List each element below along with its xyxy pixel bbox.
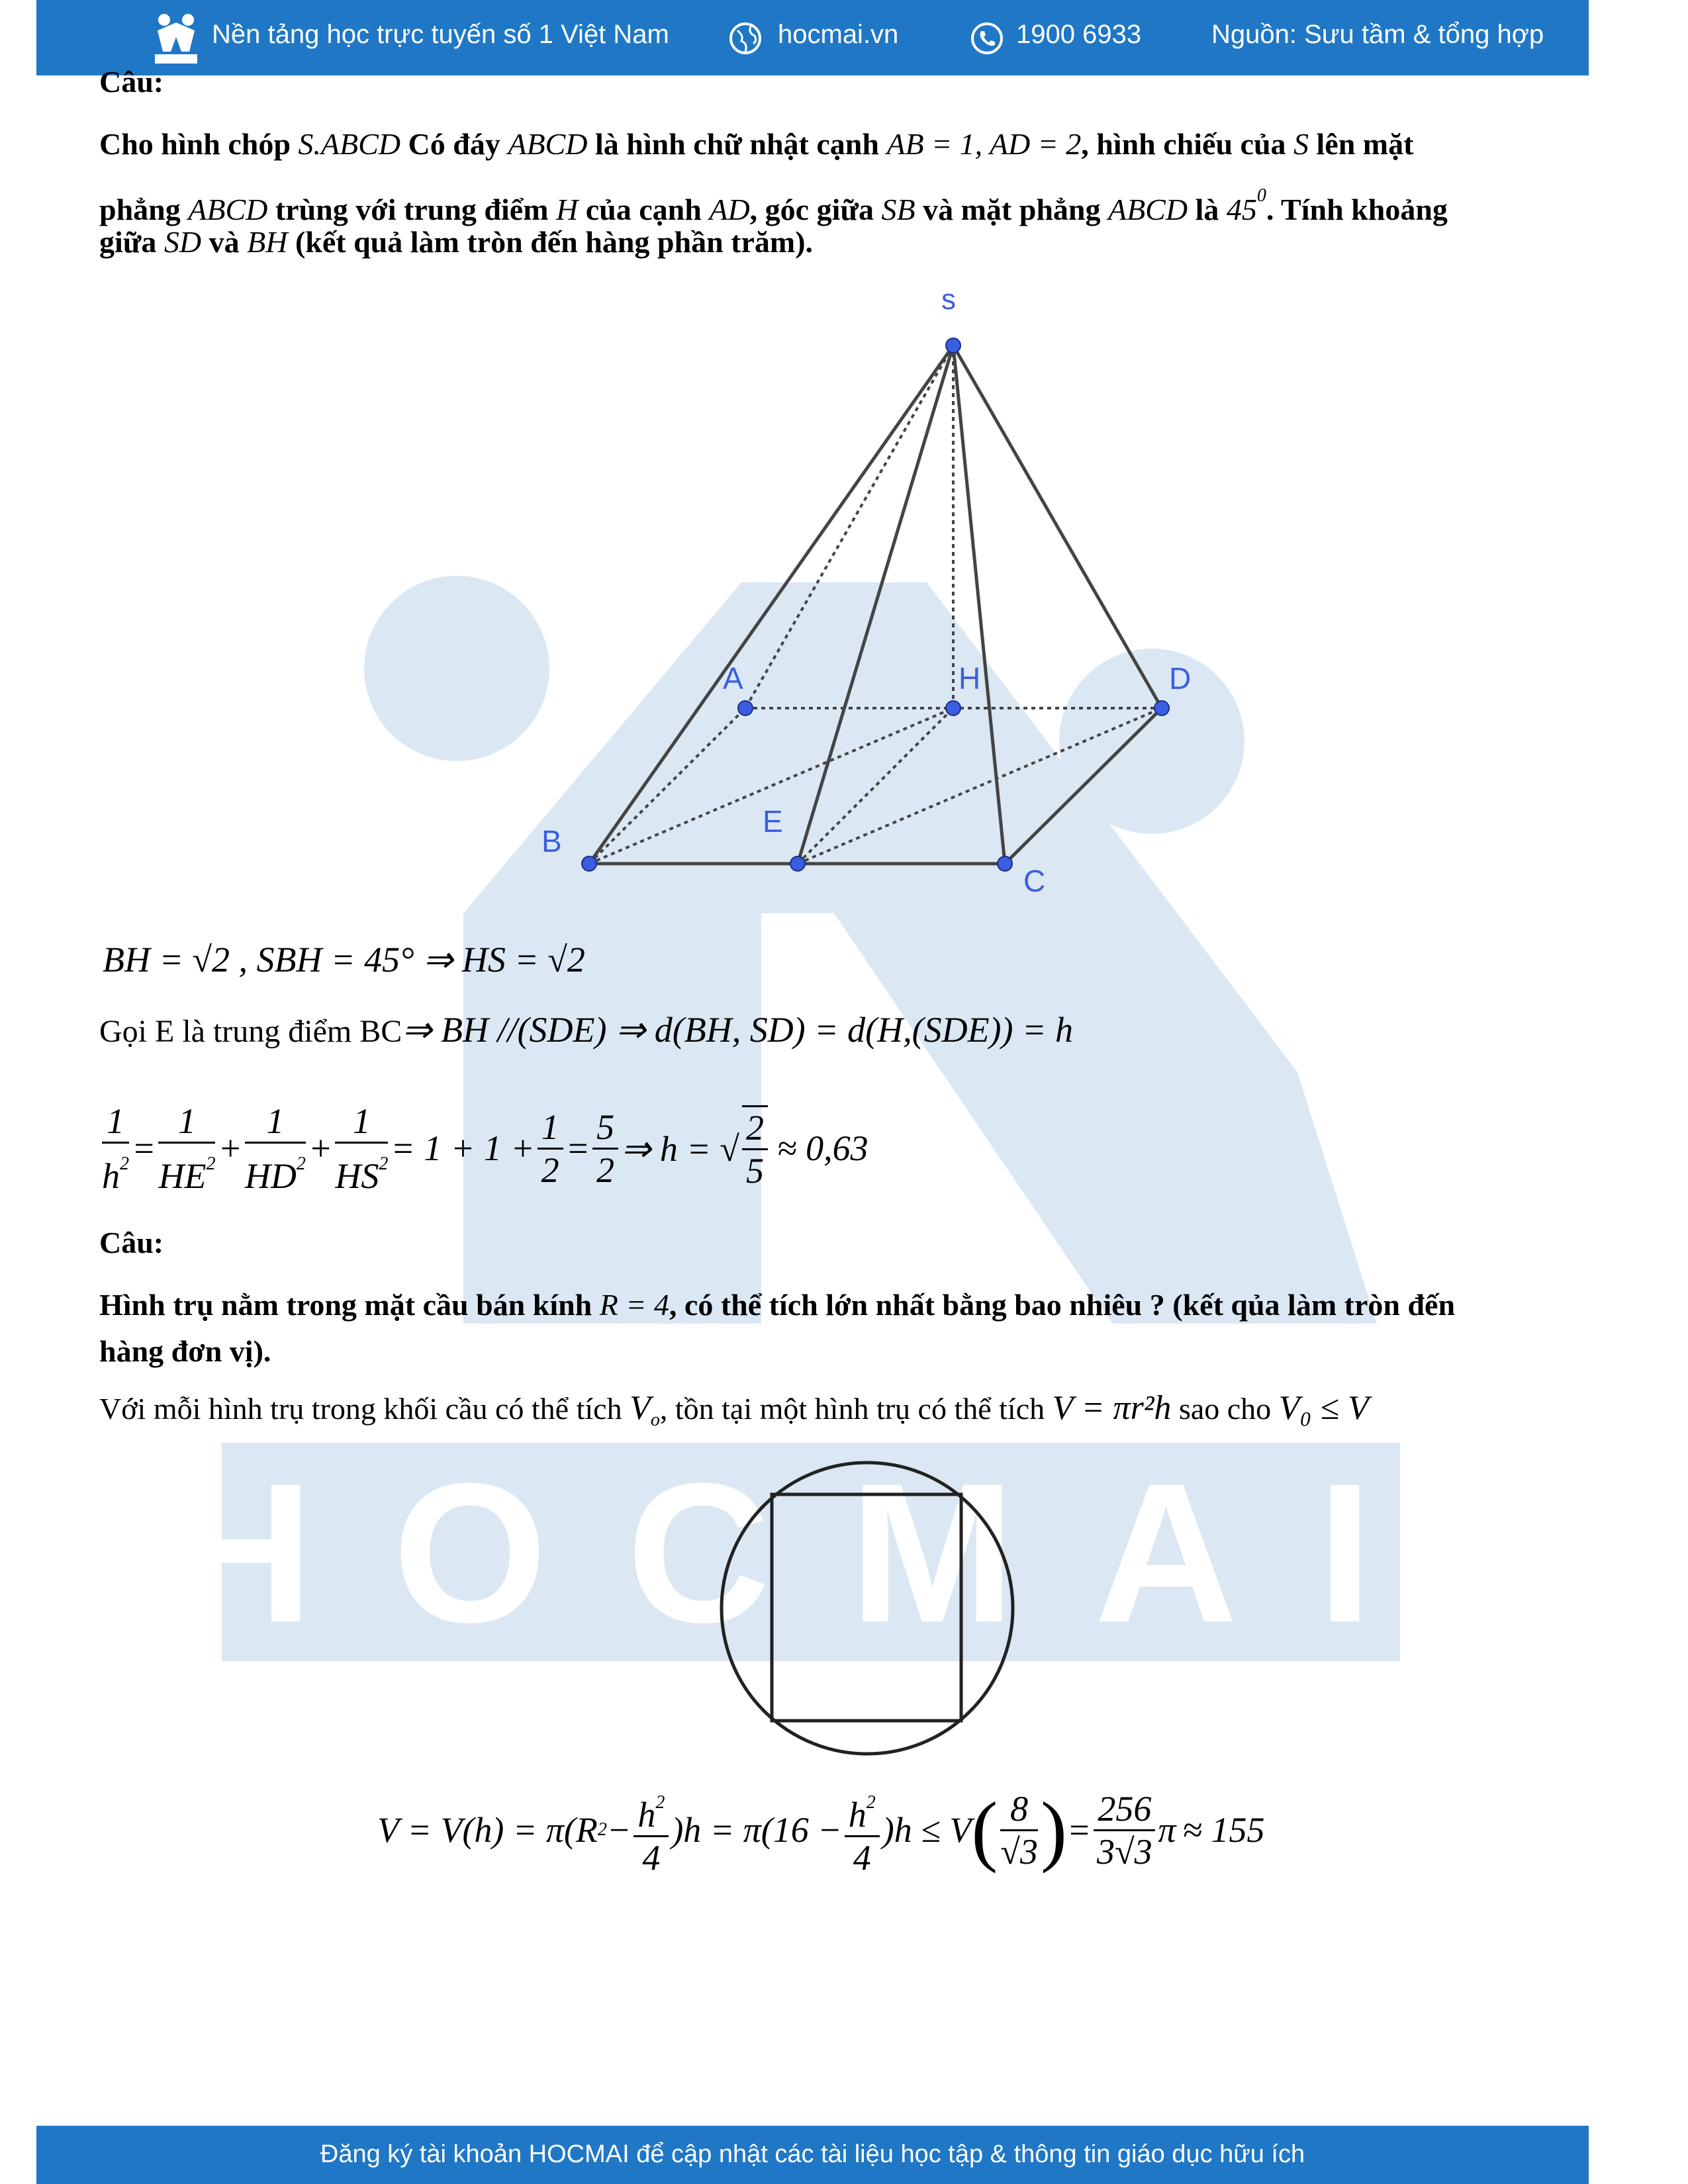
label-s: s bbox=[941, 283, 956, 316]
header-source: Nguồn: Sưu tầm & tổng hợp bbox=[1211, 20, 1544, 49]
point-b bbox=[582, 856, 596, 871]
header-tagline: Nền tảng học trực tuyến số 1 Việt Nam bbox=[212, 20, 669, 49]
pyramid-figure bbox=[516, 278, 1205, 907]
label-b: B bbox=[541, 824, 562, 858]
point-d bbox=[1154, 701, 1169, 715]
footer-text[interactable]: Đăng ký tài khoản HOCMAI để cập nhật các tài liệu học tập & thông tin giáo dục hữu ích bbox=[320, 2140, 1305, 2168]
point-c bbox=[998, 856, 1012, 871]
point-s bbox=[946, 338, 961, 353]
solution2-line1: Với mỗi hình trụ trong khối cầu có thể tích $V_o$, tồn tại một hình trụ có thể tích V = πr²h sao cho V₀ ≤ V bbox=[99, 1389, 1369, 1430]
label-c: C bbox=[1023, 864, 1046, 898]
cylinder-in-sphere-figure bbox=[715, 1456, 1019, 1760]
point-e bbox=[790, 856, 805, 871]
sphere-circle bbox=[722, 1463, 1013, 1754]
label-h: H bbox=[959, 661, 981, 696]
question2-line2: hàng đơn vị). bbox=[99, 1334, 271, 1368]
header-phone[interactable]: 1900 6933 bbox=[1016, 20, 1142, 49]
footer-bar bbox=[36, 2126, 1589, 2184]
hocmai-logo-icon bbox=[152, 11, 200, 66]
label-d: D bbox=[1169, 661, 1192, 696]
label-a: A bbox=[723, 661, 743, 696]
header-bar bbox=[36, 0, 1589, 75]
question2-label: Câu: bbox=[99, 1226, 164, 1259]
question2-line1: Hình trụ nằm trong mặt cầu bán kính R = 4, có thể tích lớn nhất bằng bao nhiêu ? (kết qủa làm tròn đến bbox=[99, 1288, 1456, 1322]
point-h bbox=[946, 701, 961, 715]
cylinder-rect bbox=[772, 1494, 961, 1721]
solution2-final-equation: V = V(h) = π(R 2 − $\frac{h^2}{4}$ )h = π(16 − $\frac{h^2}{4}$ )h ≤ V ( $\frac{8}{√3}$ ) = $\frac{256}{3√3}$ π ≈ 155 bbox=[377, 1780, 1265, 1880]
question1-line1: Cho hình chóp S.ABCD Có đáy ABCD là hình chữ nhật cạnh AB = 1, AD = 2, hình chiếu của S lên mặt bbox=[99, 127, 1414, 161]
globe-icon bbox=[728, 21, 763, 56]
question1-label: Câu: bbox=[99, 65, 164, 99]
phone-icon bbox=[970, 21, 1004, 56]
solution1-line2: Gọi E là trung điểm BC⇒ BH //(SDE) ⇒ d(BH, SD) = d(H,(SDE)) = h bbox=[99, 1010, 1073, 1050]
watermark-text: HOCMAI bbox=[169, 1441, 1452, 1664]
question1-line3: giữa SD và BH (kết quả làm tròn đến hàng phần trăm). bbox=[99, 225, 814, 259]
point-a bbox=[738, 701, 753, 715]
label-e: E bbox=[763, 804, 783, 839]
solution1-line3: $\frac{1}{h^2}$ = $\frac{1}{HE^2}$ + $\frac{1}{HD^2}$ + $\frac{1}{HS^2}$ = 1 + 1 + $\frac{1}{2}$ = $\frac{5}{2}$ ⇒ h = √ $\frac{2}{5}$ ≈ 0,63 bbox=[102, 1101, 868, 1196]
question1-line2: phẳng ABCD trùng với trung điểm H của cạnh AD, góc giữa SB và mặt phẳng ABCD là $45^0$. Tính khoảng bbox=[99, 185, 1448, 226]
header-website[interactable]: hocmai.vn bbox=[778, 20, 899, 49]
solution1-line1: BH = √2 , SBH = 45° ⇒ HS = √2 bbox=[103, 940, 585, 979]
